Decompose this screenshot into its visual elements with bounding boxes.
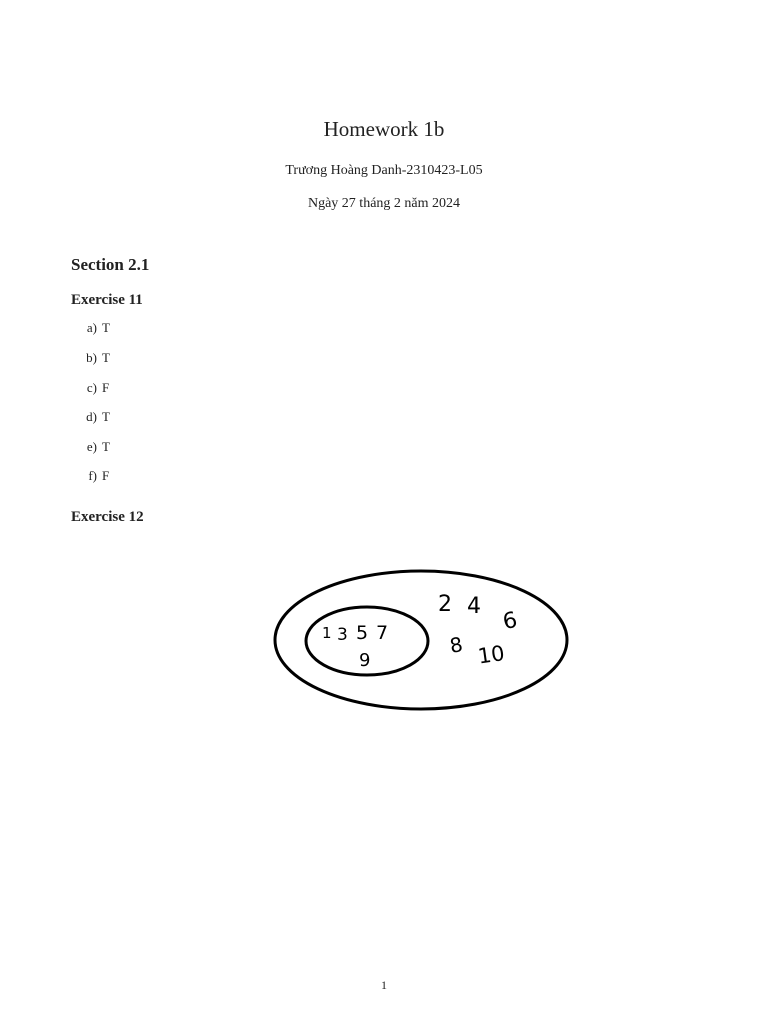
- answer-value: F: [102, 380, 110, 395]
- outer-number: 6: [500, 607, 520, 636]
- answer-label: c): [86, 380, 97, 395]
- inner-number: 7: [376, 622, 389, 644]
- outer-set-ellipse: [275, 571, 567, 709]
- outer-number: 4: [467, 594, 481, 619]
- exercise-11-heading: Exercise 11: [71, 292, 143, 308]
- exercise-12-heading: Exercise 12: [71, 509, 144, 525]
- outer-number: 10: [476, 641, 507, 669]
- section-heading: Section 2.1: [71, 255, 150, 274]
- author-line: Trương Hoàng Danh-2310423-L05: [285, 163, 483, 178]
- answer-value: F: [102, 468, 110, 483]
- answer-label: b): [86, 350, 97, 365]
- outer-number: 8: [447, 632, 465, 658]
- outer-number: 2: [438, 592, 452, 617]
- inner-number: 1: [322, 624, 332, 642]
- date-line: Ngày 27 tháng 2 năm 2024: [307, 196, 461, 211]
- page-number: 1: [381, 978, 387, 992]
- venn-diagram: [270, 566, 574, 716]
- answer-value: T: [102, 320, 110, 335]
- answer-value: T: [102, 439, 110, 454]
- answer-label: e): [86, 439, 97, 454]
- inner-number: 5: [356, 622, 369, 644]
- answer-value: T: [102, 409, 110, 424]
- answer-value: T: [102, 350, 110, 365]
- inner-number: 3: [337, 625, 348, 645]
- answer-label: f): [88, 468, 97, 483]
- answer-label: a): [86, 320, 97, 335]
- document-title: Homework 1b: [323, 117, 445, 141]
- inner-number: 9: [359, 650, 371, 671]
- answer-label: d): [86, 409, 97, 424]
